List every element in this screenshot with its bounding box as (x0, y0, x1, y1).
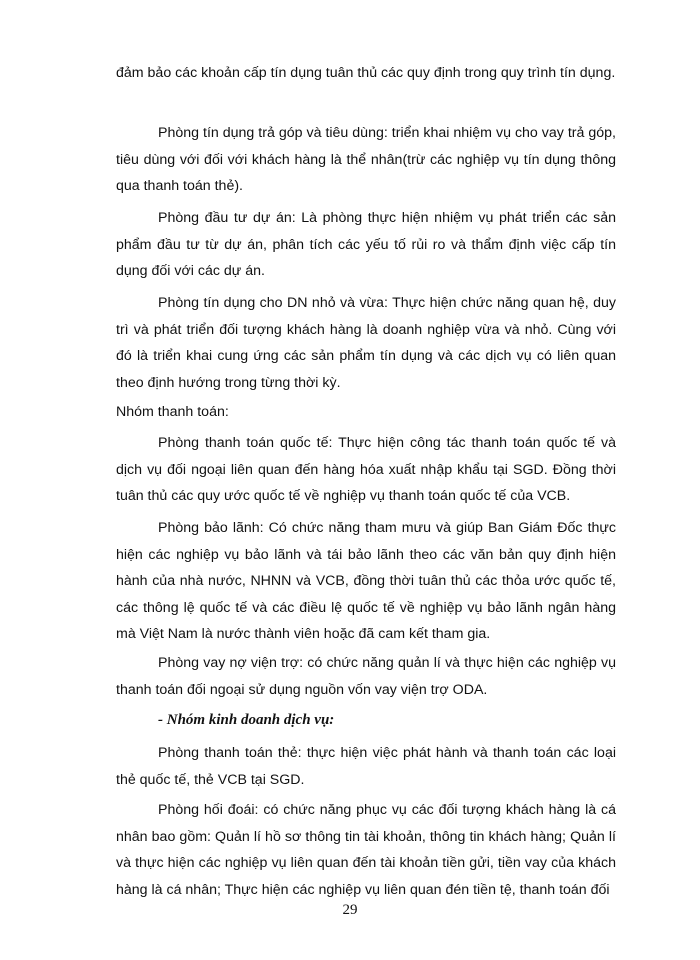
page-number: 29 (342, 902, 358, 918)
paragraph-card-payment: Phòng thanh toán thẻ: thực hiện việc phát hành và thanh toán các loại thẻ quốc tế, thẻ VCB tại SGD. (116, 745, 616, 788)
paragraph-payment-group: Nhóm thanh toán: (116, 404, 229, 420)
paragraph-project-investment: Phòng đầu tư dự án: Là phòng thực hiện nhiệm vụ phát triển các sản phẩm đầu tư từ dự án, phân tích các yếu tố rủi ro và thẩm định việc cấp tín dụng đối với các dự án. (116, 210, 616, 279)
paragraph-sme-credit: Phòng tín dụng cho DN nhỏ và vừa: Thực hiện chức năng quan hệ, duy trì và phát triển đối tượng khách hàng là doanh nghiệp vừa và nhỏ. Cùng với đó là triển khai cung ứng các sản phẩm tín dụng và các dịch vụ có liên quan theo định hướng trong từng thời kỳ. (116, 295, 616, 391)
paragraph-exchange: Phòng hối đoái: có chức năng phục vụ các đối tượng khách hàng là cá nhân bao gồm: Quản lí hồ sơ thông tin tài khoản, thông tin khách hàng; Quản lí và thực hiện các nghiệp vụ liên quan đến tài khoản tiền gửi, tiền vay của khách hàng là cá nhân; Thực hiện các nghiệp vụ liên quan đén tiền tệ, thanh toán đối (116, 802, 616, 898)
paragraph-continuation: đảm bảo các khoản cấp tín dụng tuân thủ các quy định trong quy trình tín dụng. (116, 65, 616, 81)
paragraph-installment-credit: Phòng tín dụng trả góp và tiêu dùng: triển khai nhiệm vụ cho vay trả góp, tiêu dùng với đối với khách hàng là thể nhân(trừ các nghiệp vụ tín dụng thông qua thanh toán thẻ). (116, 125, 616, 194)
paragraph-international-payment: Phòng thanh toán quốc tế: Thực hiện công tác thanh toán quốc tế và dịch vụ đối ngoại liên quan đến hàng hóa xuất nhập khẩu tại SGD. Đồng thời tuân thủ các quy ước quốc tế về nghiệp vụ thanh toán quốc tế của VCB. (116, 435, 616, 504)
paragraph-oda-loans: Phòng vay nợ viện trợ: có chức năng quản lí và thực hiện các nghiệp vụ thanh toán đối ngoại sử dụng nguồn vốn vay viện trợ ODA. (116, 655, 616, 698)
paragraph-guarantee: Phòng bảo lãnh: Có chức năng tham mưu và giúp Ban Giám Đốc thực hiện các nghiệp vụ bảo lãnh và tái bảo lãnh theo các văn bản quy định hiện hành của nhà nước, NHNN và VCB, đồng thời tuân thủ các thỏa ước quốc tế, các thông lệ quốc tế và các điều lệ quốc tế về nghiệp vụ bảo lãnh ngân hàng mà Việt Nam là nước thành viên hoặc đã cam kết tham gia. (116, 520, 616, 642)
section-heading-services: - Nhóm kinh doanh dịch vụ: (158, 712, 335, 728)
